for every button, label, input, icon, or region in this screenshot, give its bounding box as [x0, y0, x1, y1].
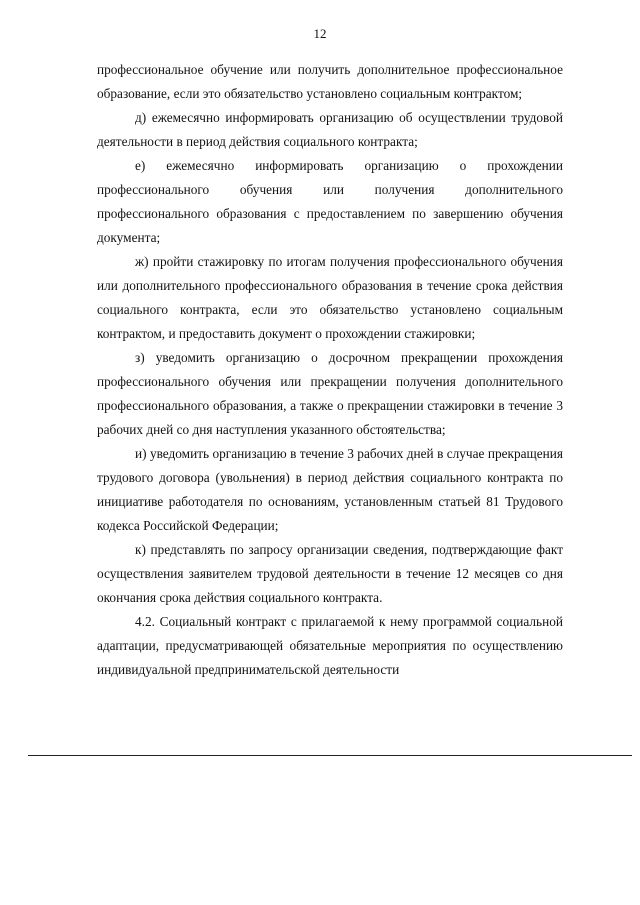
paragraph-item-e: е) ежемесячно информировать организацию о прохождении профессионального обучения или получения дополнительного профессионального образования с предоставлением по завершению обучения документа; [97, 158, 563, 245]
paragraph-item-i: и) уведомить организацию в течение 3 рабочих дней в случае прекращения трудового договора (увольнения) в период действия социального контракта по инициативе работодателя по основаниям, установленным статьей 81 Трудового кодекса Российской Федерации; [97, 446, 563, 533]
paragraph-section-4-2: 4.2. Социальный контракт с прилагаемой к нему программой социальной адаптации, предусматривающей обязательные мероприятия по осуществлению индивидуальной предпринимательской деятельности [97, 614, 563, 677]
document-body [97, 58, 563, 682]
paragraph-item-z: з) уведомить организацию о досрочном прекращении прохождения профессионального обучения или прекращении получения дополнительного профессионального образования, а также о прекращении стажировки в течение 3 рабочих дней со дня наступления указанного обстоятельства; [97, 350, 563, 437]
page-divider-line [28, 755, 632, 756]
paragraph-item-d: д) ежемесячно информировать организацию об осуществлении трудовой деятельности в период действия социального контракта; [97, 110, 563, 149]
paragraph-item-k: к) представлять по запросу организации сведения, подтверждающие факт осуществления заявителем трудовой деятельности в течение 12 месяцев со дня окончания срока действия социального контракта. [97, 542, 563, 605]
paragraph-continuation: профессиональное обучение или получить дополнительное профессиональное образование, если это обязательство установлено социальным контрактом; [97, 62, 563, 101]
page-number: 12 [313, 26, 327, 41]
paragraph-item-zh: ж) пройти стажировку по итогам получения профессионального обучения или дополнительного профессионального образования в течение срока действия социального контракта, если это обязательство установлено социальным контрактом, и предоставить документ о прохождении стажировки; [97, 254, 563, 341]
